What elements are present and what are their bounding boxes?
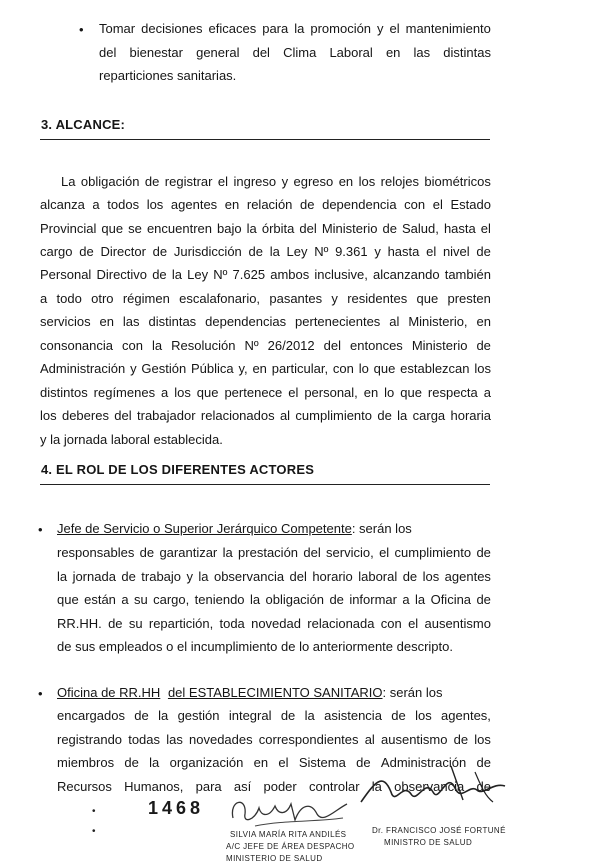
- paragraph-line: Personal Directivo de la Ley Nº 7.625 ambos inclusive, alcanzando también: [40, 267, 491, 282]
- margin-mark: •: [92, 806, 96, 817]
- section-heading-alcance: 3. ALCANCE:: [41, 117, 126, 132]
- paragraph-line: y la jornada laboral establecida.: [40, 432, 223, 447]
- role-item-line: Recursos Humanos, para así poder controlar la observancia de: [57, 779, 491, 794]
- role-item-line: la jornada de trabajo y la observancia del horario laboral de los agentes: [57, 569, 491, 584]
- signer-right-title: MINISTRO DE SALUD: [384, 838, 473, 847]
- signer-left-title: A/C JEFE DE ÁREA DESPACHO: [226, 842, 355, 851]
- document-stamp-number: 1468: [148, 798, 205, 818]
- signature-left: [225, 790, 355, 835]
- paragraph-line: cargo de Director de Jurisdicción de la Ley Nº 9.361 y hasta el nivel de: [40, 244, 491, 259]
- paragraph-line: alcanza a todos los agentes en relación de dependencia con el Estado: [40, 197, 491, 212]
- role-item-jefe-first-line: [57, 521, 491, 537]
- paragraph-line: Provincial que se encuentren bajo la órbita del Ministerio de Salud, hasta el: [40, 221, 491, 236]
- role-item-line: de sus empleados o el incumplimiento de lo anteriormente descripto.: [57, 639, 453, 654]
- divider: [40, 139, 490, 140]
- divider: [40, 484, 490, 485]
- role-item-line: encargados de la gestión integral de la asistencia de los agentes,: [57, 708, 491, 723]
- paragraph-line: La obligación de registrar el ingreso y egreso en los relojes biométricos: [61, 174, 491, 189]
- signer-left-org: MINISTERIO DE SALUD: [226, 854, 323, 863]
- role-item-line: miembros de la organización en el Sistema de Administración de: [57, 755, 491, 770]
- paragraph-line: Administración y Gestión Pública y, en particular, con lo que establezcan los: [40, 361, 491, 376]
- margin-mark: •: [92, 826, 96, 837]
- paragraph-line: servicios en las distintas dependencias pertenecientes al Ministerio, en: [40, 314, 491, 329]
- paragraph-line: consonancia con la Resolución Nº 26/2012 del entonces Ministerio de: [40, 338, 491, 353]
- role-item-line: responsables de garantizar la prestación del servicio, el cumplimiento de: [57, 545, 491, 560]
- signer-right-name: Dr. FRANCISCO JOSÉ FORTUNÉ: [372, 826, 506, 835]
- role-item-line: registrando todas las novedades correspondientes al ausentismo de los: [57, 732, 491, 747]
- bullet-icon: •: [79, 22, 84, 37]
- top-bullet-line: Tomar decisiones eficaces para la promoción y el mantenimiento: [99, 21, 491, 36]
- top-bullet-line: del bienestar general del Clima Laboral en las distintas: [99, 45, 491, 60]
- role-term-establecimiento: del ESTABLECIMIENTO SANITARIO: [167, 685, 383, 700]
- bullet-icon: •: [38, 522, 43, 537]
- role-item-line: RR.HH. de su repartición, toda novedad relacionada con el ausentismo: [57, 616, 491, 631]
- bullet-icon: •: [38, 686, 43, 701]
- role-item-line: que están a su cargo, teniendo la obligación de informar a la Oficina de: [57, 592, 491, 607]
- role-item-oficina-first-line: [57, 685, 491, 701]
- top-bullet-line: reparticiones sanitarias.: [99, 68, 237, 83]
- paragraph-line: a todo otro régimen escalafonario, pasantes y residentes que presten: [40, 291, 491, 306]
- role-term-suffix: : serán los: [351, 521, 412, 536]
- paragraph-line: los deberes del trabajador relacionados al cumplimiento de la carga horaria: [40, 408, 491, 423]
- paragraph-line: distintos regímenes a los que pertenece el personal, en lo que respecta a: [40, 385, 491, 400]
- signature-right: [355, 762, 515, 820]
- role-term-oficina: Oficina de RR.HH: [57, 685, 161, 700]
- section-heading-roles: 4. EL ROL DE LOS DIFERENTES ACTORES: [41, 462, 315, 477]
- role-term-suffix: : serán los: [382, 685, 443, 700]
- signer-left-name: SILVIA MARÍA RITA ANDILÉS: [230, 830, 347, 839]
- role-term-jefe: Jefe de Servicio o Superior Jerárquico Competente: [57, 521, 352, 536]
